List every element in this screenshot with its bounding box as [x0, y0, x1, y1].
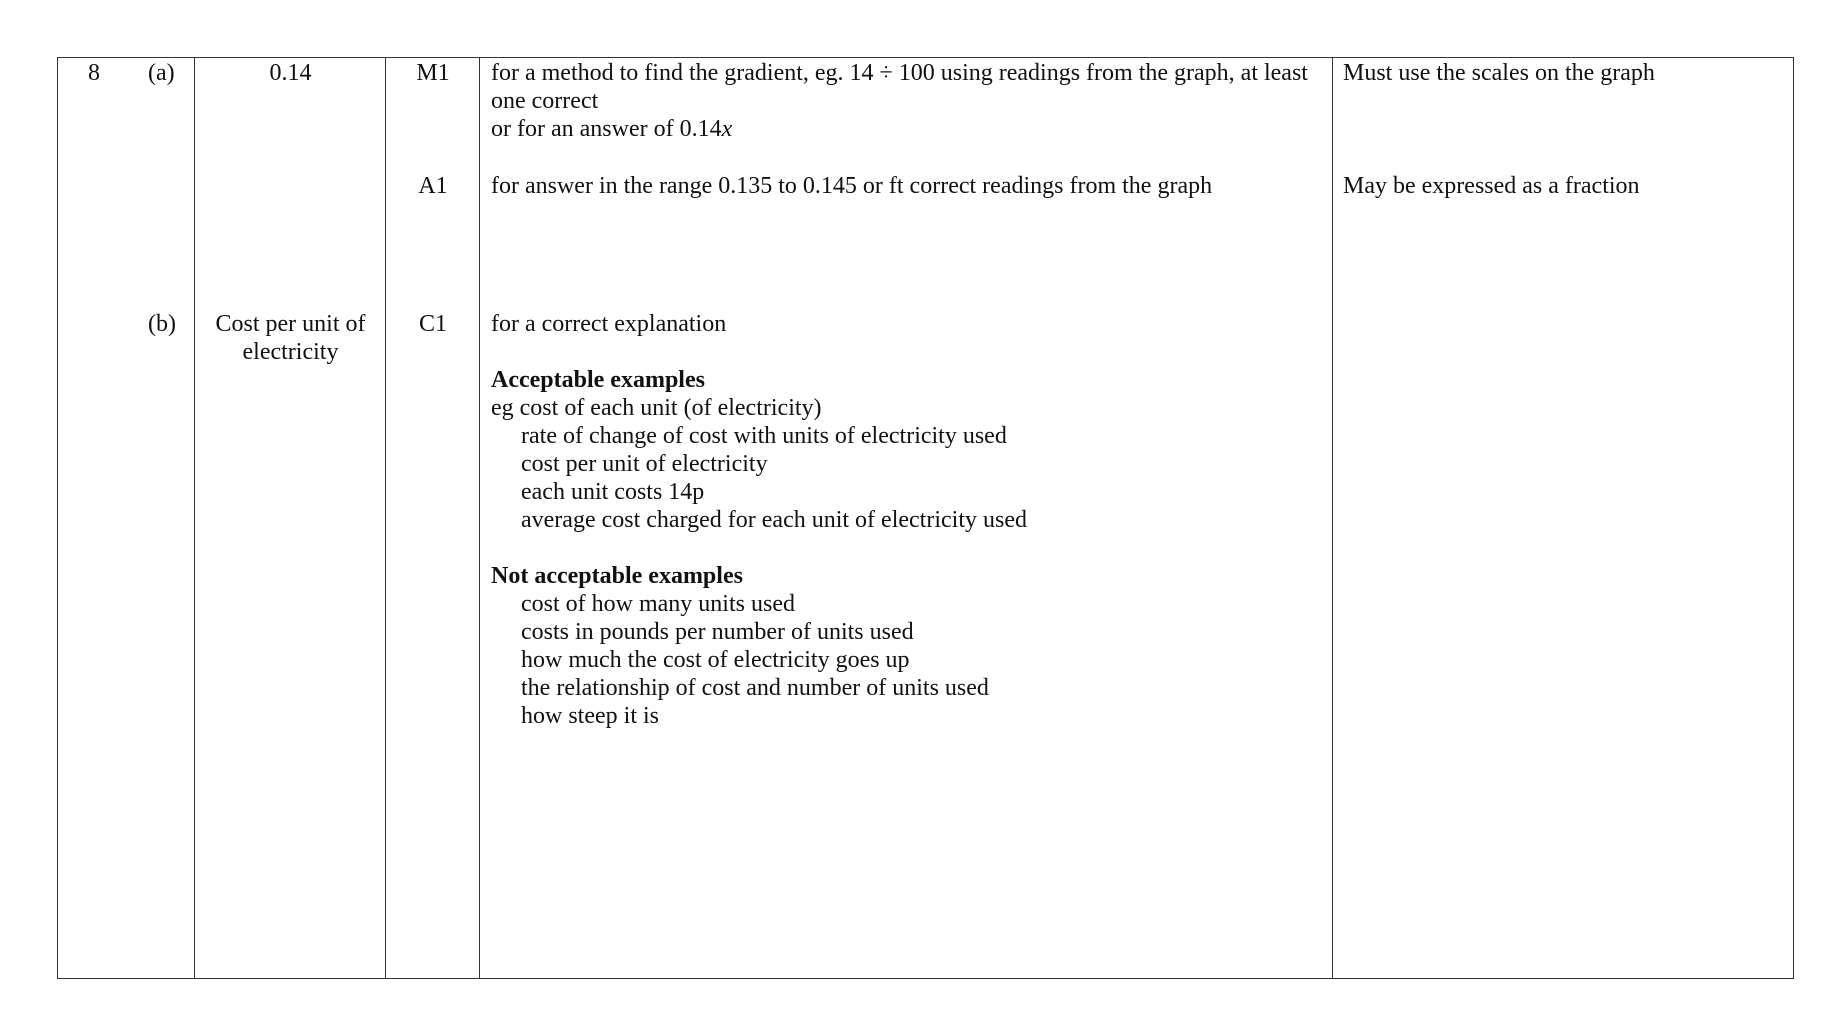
- acceptable-example: cost per unit of electricity: [521, 451, 768, 477]
- column-divider: [1332, 57, 1333, 979]
- acceptable-example: average cost charged for each unit of electricity used: [521, 507, 1027, 533]
- not-acceptable-example: cost of how many units used: [521, 591, 795, 617]
- m1-note-line: one correct: [491, 88, 599, 114]
- acceptable-example: eg cost of each unit (of electricity): [491, 395, 822, 421]
- part-b-answer-line: electricity: [242, 339, 339, 365]
- not-acceptable-example: costs in pounds per number of units used: [521, 619, 914, 645]
- part-b-answer: [196, 310, 385, 366]
- part-b-mark-c1: C1: [418, 311, 447, 337]
- part-a-m1-guidance: Must use the scales on the graph: [1343, 60, 1655, 86]
- part-b-intro: for a correct explanation: [491, 311, 727, 337]
- acceptable-example: rate of change of cost with units of electricity used: [521, 423, 1007, 449]
- acceptable-example: each unit costs 14p: [521, 479, 705, 505]
- question-number: 8: [88, 60, 100, 86]
- part-a-a1-guidance: May be expressed as a fraction: [1343, 173, 1640, 199]
- not-acceptable-example: the relationship of cost and number of units used: [521, 675, 989, 701]
- not-acceptable-example: how much the cost of electricity goes up: [521, 647, 910, 673]
- part-b-label: (b): [148, 311, 176, 337]
- column-divider: [479, 57, 480, 979]
- m1-note-line: for a method to find the gradient, eg. 14 ÷ 100 using readings from the graph, at least: [491, 60, 1308, 86]
- part-a-m1-notes: [491, 59, 1308, 143]
- part-a-label: (a): [148, 60, 175, 86]
- not-acceptable-example: how steep it is: [521, 703, 659, 729]
- m1-note-text: or for an answer of 0.14: [491, 116, 722, 142]
- column-divider: [194, 57, 195, 979]
- acceptable-heading: Acceptable examples: [491, 367, 705, 393]
- part-a-mark-a1: A1: [418, 173, 448, 199]
- part-a-a1-notes: for answer in the range 0.135 to 0.145 or ft correct readings from the graph: [491, 173, 1213, 199]
- variable-x: x: [721, 116, 733, 142]
- part-a-mark-m1: M1: [416, 60, 450, 86]
- part-b-notes: [491, 310, 1027, 730]
- column-divider: [385, 57, 386, 979]
- part-b-answer-line: Cost per unit of: [215, 311, 366, 337]
- part-a-answer: 0.14: [269, 60, 312, 86]
- m1-note-line: [491, 115, 1308, 143]
- not-acceptable-heading: Not acceptable examples: [491, 563, 743, 589]
